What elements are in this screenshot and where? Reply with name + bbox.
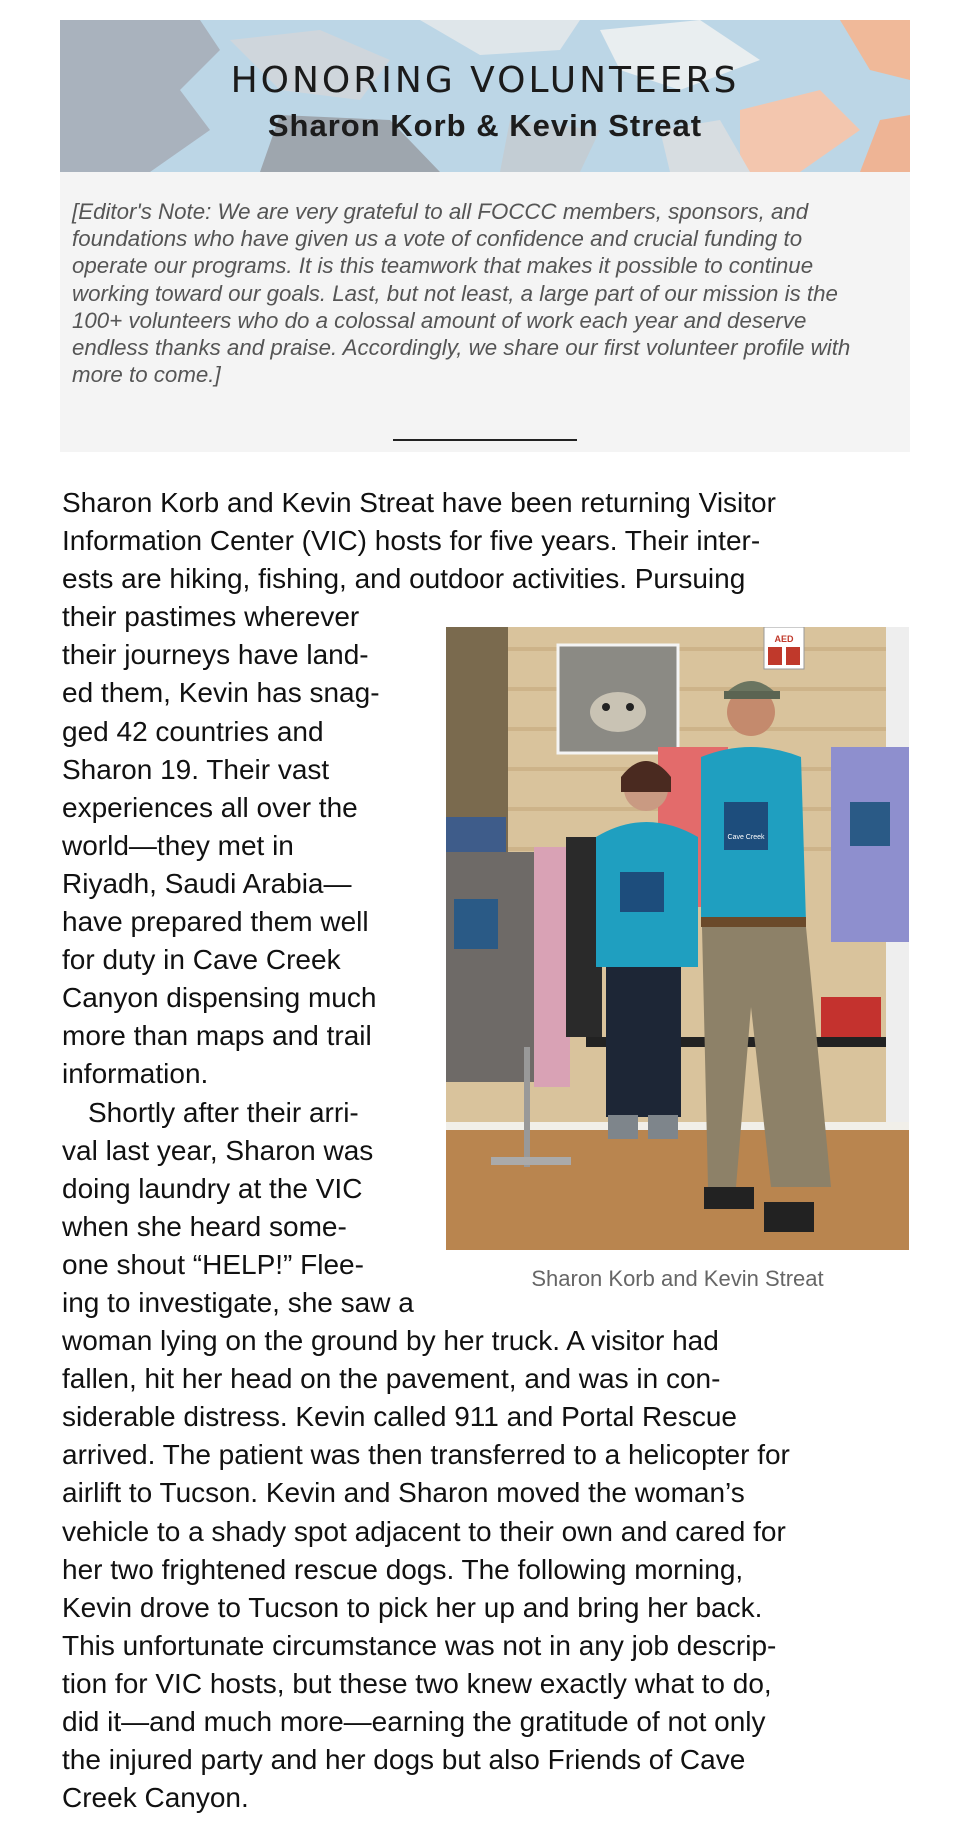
article-line: doing laundry at the VIC bbox=[62, 1172, 363, 1204]
article-line: information. bbox=[62, 1058, 209, 1090]
article-line: arrived. The patient was then transferred to a helicopter for bbox=[62, 1439, 790, 1471]
article-line: Riyadh, Saudi Arabia— bbox=[62, 867, 352, 899]
article-line: when she heard some- bbox=[62, 1210, 347, 1242]
banner-title: HONORING VOLUNTEERS bbox=[230, 60, 740, 101]
article-line: Information Center (VIC) hosts for five years. Their inter- bbox=[62, 525, 761, 557]
article-line: for duty in Cave Creek bbox=[62, 944, 341, 976]
article-line: siderable distress. Kevin called 911 and Portal Rescue bbox=[62, 1401, 737, 1433]
article-line: airlift to Tucson. Kevin and Sharon moved the woman’s bbox=[62, 1477, 745, 1509]
article-line: world—they met in bbox=[62, 829, 294, 861]
article-line: tion for VIC hosts, but these two knew exactly what to do, bbox=[62, 1667, 772, 1699]
article-line: ing to investigate, she saw a bbox=[62, 1286, 414, 1318]
note-line: operate our programs. It is this teamwork that makes it possible to continue bbox=[72, 253, 814, 279]
note-line: [Editor's Note: We are very grateful to all FOCCC members, sponsors, and bbox=[72, 199, 809, 224]
article-line: their pastimes wherever bbox=[62, 601, 360, 633]
gray-shirt bbox=[446, 852, 546, 1082]
note-line: more to come.] bbox=[72, 362, 221, 388]
editor-note bbox=[60, 172, 910, 452]
aed-sign-text: AED bbox=[774, 634, 794, 644]
article-line: Canyon dispensing much bbox=[62, 982, 377, 1014]
article-line: one shout “HELP!” Flee- bbox=[62, 1248, 364, 1280]
note-line: foundations who have given us a vote of confidence and crucial funding to bbox=[72, 226, 803, 252]
article-line: fallen, hit her head on the pavement, and was in con- bbox=[62, 1363, 721, 1395]
article-line: experiences all over the bbox=[62, 791, 358, 823]
article-line: ests are hiking, fishing, and outdoor activities. Pursuing bbox=[62, 563, 746, 595]
article-line: ged 42 countries and bbox=[62, 715, 324, 747]
article-line: Sharon 19. Their vast bbox=[62, 753, 330, 785]
article-line: more than maps and trail bbox=[62, 1020, 372, 1052]
note-line: working toward our goals. Last, but not least, a large part of our mission is the bbox=[72, 280, 838, 306]
section-divider bbox=[393, 439, 577, 441]
article-line: Sharon Korb and Kevin Streat have been returning Visitor bbox=[62, 487, 776, 518]
photo-caption: Sharon Korb and Kevin Streat bbox=[531, 1266, 824, 1291]
article-line: woman lying on the ground by her truck. A visitor had bbox=[62, 1325, 719, 1357]
note-line: endless thanks and praise. Accordingly, we share our first volunteer profile with bbox=[72, 334, 851, 360]
article-line: This unfortunate circumstance was not in any job descrip- bbox=[62, 1629, 777, 1661]
photo-illustration bbox=[446, 627, 909, 1250]
shirt-logo-text: Cave Creek bbox=[727, 834, 765, 841]
banner-subtitle: Sharon Korb & Kevin Streat bbox=[267, 108, 703, 143]
article-line: did it—and much more—earning the gratitude of not only bbox=[62, 1706, 766, 1737]
article-line: Shortly after their arri- bbox=[88, 1096, 359, 1128]
editor-note-text bbox=[72, 198, 902, 388]
volunteers-photo bbox=[446, 627, 909, 1250]
article-line: Kevin drove to Tucson to pick her up and bring her back. bbox=[62, 1591, 763, 1623]
article-line: the injured party and her dogs but also Friends of Cave bbox=[62, 1744, 746, 1776]
article-line: ed them, Kevin has snag- bbox=[62, 677, 380, 709]
article-line: val last year, Sharon was bbox=[62, 1134, 374, 1166]
article-line: their journeys have land- bbox=[62, 639, 369, 671]
header-banner bbox=[60, 20, 910, 172]
article-line: vehicle to a shady spot adjacent to their own and cared for bbox=[62, 1515, 786, 1547]
note-line: 100+ volunteers who do a colossal amount of work each year and deserve bbox=[72, 307, 807, 333]
article-line: Creek Canyon. bbox=[62, 1782, 249, 1814]
article-line: her two frightened rescue dogs. The following morning, bbox=[62, 1553, 744, 1585]
article-line: have prepared them well bbox=[62, 906, 369, 938]
